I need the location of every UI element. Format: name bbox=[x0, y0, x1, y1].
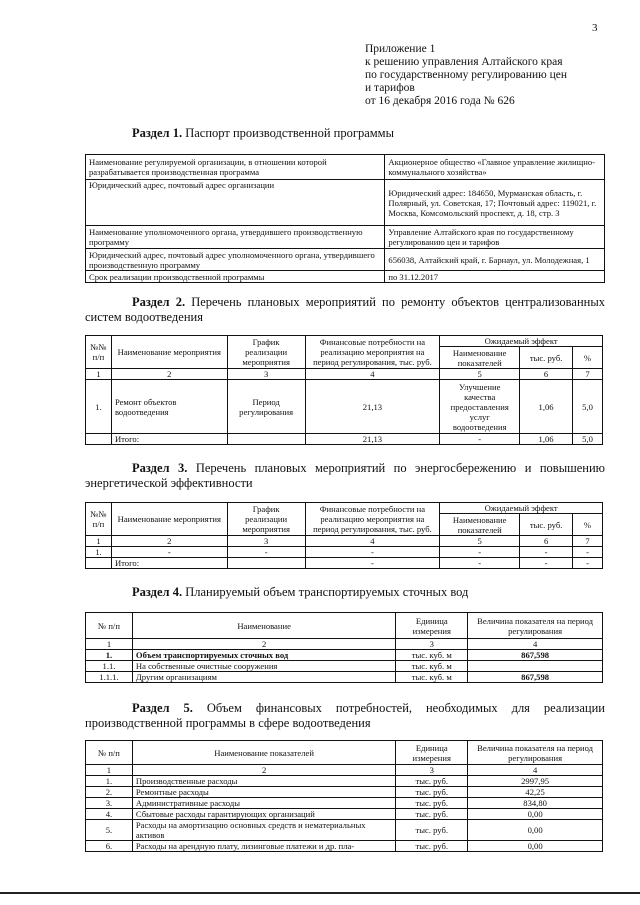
index-cell: 4 bbox=[468, 639, 603, 650]
col-effect-header: Ожидаемый эффект bbox=[440, 336, 603, 347]
total-finance: - bbox=[305, 558, 440, 569]
col-effect-header: Ожидаемый эффект bbox=[440, 503, 603, 514]
total-rub: - bbox=[520, 558, 573, 569]
row-num: 1.1. bbox=[86, 661, 133, 672]
section4-title bbox=[132, 585, 468, 600]
row-name: Другим организациям bbox=[132, 672, 395, 683]
row-name: Ремонт объектов водоотведения bbox=[111, 380, 227, 434]
section2-title-text: Перечень плановых мероприятий по ремонту объектов централизованных систем водоотведения bbox=[85, 295, 605, 324]
row-value bbox=[468, 661, 603, 672]
row-unit: тыс. руб. bbox=[396, 820, 468, 841]
row-num: 4. bbox=[86, 809, 133, 820]
index-cell: 6 bbox=[520, 536, 573, 547]
row-unit: тыс. руб. bbox=[396, 798, 468, 809]
passport-table bbox=[85, 154, 605, 283]
section3-number: Раздел 3. bbox=[132, 461, 188, 475]
row-unit: тыс. руб. bbox=[396, 841, 468, 852]
table-total-row bbox=[86, 434, 603, 445]
index-cell: 5 bbox=[440, 536, 520, 547]
section1-title bbox=[132, 126, 394, 141]
index-cell: 5 bbox=[440, 369, 520, 380]
row-pct: - bbox=[573, 547, 603, 558]
passport-label: Срок реализации производственной программы bbox=[86, 271, 385, 283]
wastewater-volume-table bbox=[85, 612, 603, 683]
row-num: 3. bbox=[86, 798, 133, 809]
index-cell: 3 bbox=[396, 639, 468, 650]
table-row bbox=[86, 380, 603, 434]
table-row bbox=[86, 672, 603, 683]
index-cell: 7 bbox=[573, 536, 603, 547]
index-cell: 3 bbox=[396, 765, 468, 776]
index-cell: 4 bbox=[468, 765, 603, 776]
row-value: 867,598 bbox=[468, 672, 603, 683]
repair-measures-table bbox=[85, 335, 603, 445]
index-cell: 2 bbox=[132, 639, 395, 650]
index-cell: 1 bbox=[86, 639, 133, 650]
col-value-header: Величина показателя на период регулирования bbox=[468, 613, 603, 639]
header-line: Приложение 1 bbox=[365, 43, 436, 55]
index-cell: 7 bbox=[573, 369, 603, 380]
col-name-header: Наименование мероприятия bbox=[111, 503, 227, 536]
passport-value: 656038, Алтайский край, г. Барнаул, ул. Молодежная, 1 bbox=[385, 249, 605, 271]
section4-title-text: Планируемый объем транспортируемых сточных вод bbox=[182, 585, 469, 599]
page-number: 3 bbox=[592, 22, 598, 34]
col-num-header: №№ п/п bbox=[86, 336, 112, 369]
table-header-row bbox=[86, 503, 603, 514]
table-header-row bbox=[86, 741, 603, 765]
index-cell: 3 bbox=[227, 369, 305, 380]
index-cell: 2 bbox=[111, 536, 227, 547]
row-num: 6. bbox=[86, 841, 133, 852]
row-name: Расходы на амортизацию основных средств и нематериальных активов bbox=[132, 820, 395, 841]
row-schedule: Период регулирования bbox=[227, 380, 305, 434]
header-line: к решению управления Алтайского края bbox=[365, 56, 563, 68]
total-rub: 1,06 bbox=[520, 434, 573, 445]
total-indicator: - bbox=[440, 558, 520, 569]
passport-label: Юридический адрес, почтовый адрес уполномоченного органа, утвердившего производственную программу bbox=[86, 249, 385, 271]
section3-title bbox=[85, 461, 605, 491]
table-row bbox=[86, 787, 603, 798]
row-unit: тыс. руб. bbox=[396, 776, 468, 787]
row-num: 1.1.1. bbox=[86, 672, 133, 683]
table-index-row bbox=[86, 369, 603, 380]
section1-title-text: Паспорт производственной программы bbox=[182, 126, 394, 140]
col-num-header: №№ п/п bbox=[86, 503, 112, 536]
col-unit-header: Единица измерения bbox=[396, 613, 468, 639]
row-value: 834,80 bbox=[468, 798, 603, 809]
row-unit: тыс. куб. м bbox=[396, 661, 468, 672]
col-name-header: Наименование мероприятия bbox=[111, 336, 227, 369]
row-rub: - bbox=[520, 547, 573, 558]
row-value: 0,00 bbox=[468, 820, 603, 841]
row-name: - bbox=[111, 547, 227, 558]
row-value: 42,25 bbox=[468, 787, 603, 798]
col-name-header: Наименование bbox=[132, 613, 395, 639]
row-num: 1. bbox=[86, 776, 133, 787]
table-header-row bbox=[86, 613, 603, 639]
row-schedule: - bbox=[227, 547, 305, 558]
row-value: 0,00 bbox=[468, 809, 603, 820]
table-row bbox=[86, 249, 605, 271]
header-line: от 16 декабря 2016 года № 626 bbox=[365, 95, 515, 107]
row-unit: тыс. руб. bbox=[396, 787, 468, 798]
table-total-row bbox=[86, 558, 603, 569]
table-row bbox=[86, 820, 603, 841]
passport-value: Управление Алтайского края по государственному регулированию цен и тарифов bbox=[385, 226, 605, 249]
section5-title bbox=[85, 701, 605, 731]
total-indicator: - bbox=[440, 434, 520, 445]
financial-needs-table bbox=[85, 740, 603, 852]
row-name: На собственные очистные сооружения bbox=[132, 661, 395, 672]
row-name: Административные расходы bbox=[132, 798, 395, 809]
index-cell: 1 bbox=[86, 369, 112, 380]
col-unit-header: Единица измерения bbox=[396, 741, 468, 765]
header-line: по государственному регулированию цен bbox=[365, 69, 568, 81]
col-rub-header: тыс. руб. bbox=[520, 347, 573, 369]
row-value: 867,598 bbox=[468, 650, 603, 661]
row-num: 1. bbox=[86, 547, 112, 558]
col-value-header: Величина показателя на период регулирования bbox=[468, 741, 603, 765]
col-schedule-header: График реализации мероприятия bbox=[227, 336, 305, 369]
index-cell: 6 bbox=[520, 369, 573, 380]
table-index-row bbox=[86, 765, 603, 776]
table-row bbox=[86, 547, 603, 558]
row-name: Объем транспортируемых сточных вод bbox=[132, 650, 395, 661]
index-cell: 1 bbox=[86, 536, 112, 547]
row-rub: 1,06 bbox=[520, 380, 573, 434]
index-cell: 2 bbox=[132, 765, 395, 776]
passport-label: Наименование уполномоченного органа, утвердившего производственную программу bbox=[86, 226, 385, 249]
row-finance: - bbox=[305, 547, 440, 558]
row-name: Производственные расходы bbox=[132, 776, 395, 787]
section1-number: Раздел 1. bbox=[132, 126, 183, 140]
header-line: и тарифов bbox=[365, 82, 415, 94]
index-cell: 1 bbox=[86, 765, 133, 776]
section3-title-text: Перечень плановых мероприятий по энергосбережению и повышению энергетической эффективности bbox=[85, 461, 605, 490]
row-value: 2997,95 bbox=[468, 776, 603, 787]
col-num-header: № п/п bbox=[86, 613, 133, 639]
table-row bbox=[86, 776, 603, 787]
table-row bbox=[86, 841, 603, 852]
table-row bbox=[86, 661, 603, 672]
section5-number: Раздел 5. bbox=[132, 701, 193, 715]
total-finance: 21,13 bbox=[305, 434, 440, 445]
table-header-row bbox=[86, 336, 603, 347]
passport-value: по 31.12.2017 bbox=[385, 271, 605, 283]
col-pct-header: % bbox=[573, 514, 603, 536]
row-indicator: - bbox=[440, 547, 520, 558]
row-num: 1. bbox=[86, 650, 133, 661]
total-pct: - bbox=[573, 558, 603, 569]
index-cell: 2 bbox=[111, 369, 227, 380]
total-pct: 5,0 bbox=[573, 434, 603, 445]
row-unit: тыс. куб. м bbox=[396, 672, 468, 683]
row-num: 2. bbox=[86, 787, 133, 798]
index-cell: 4 bbox=[305, 369, 440, 380]
appendix-header bbox=[365, 43, 615, 108]
passport-label: Наименование регулируемой организации, в отношении которой разрабатывается производственная программа bbox=[86, 155, 385, 180]
passport-value: Юридический адрес: 184650, Мурманская область, г. Полярный, ул. Советская, 17; Почтовый адрес: 119021, г. Москва, Комсомольский проспект, д. 18, стр. 3 bbox=[385, 180, 605, 226]
table-row bbox=[86, 271, 605, 283]
table-row bbox=[86, 798, 603, 809]
total-label: Итого: bbox=[111, 558, 227, 569]
table-row bbox=[86, 155, 605, 180]
section5-title-text: Объем финансовых потребностей, необходимых для реализации производственной программы в сфере водоотведения bbox=[85, 701, 605, 730]
passport-value: Акционерное общество «Главное управление жилищно-коммунального хозяйства» bbox=[385, 155, 605, 180]
table-row bbox=[86, 650, 603, 661]
row-name: Расходы на арендную плату, лизинговые платежи и др. пла- bbox=[132, 841, 395, 852]
row-finance: 21,13 bbox=[305, 380, 440, 434]
col-name-header: Наименование показателей bbox=[132, 741, 395, 765]
table-row bbox=[86, 809, 603, 820]
col-rub-header: тыс. руб. bbox=[520, 514, 573, 536]
scan-edge-line bbox=[0, 892, 640, 894]
total-label: Итого: bbox=[111, 434, 227, 445]
passport-label: Юридический адрес, почтовый адрес организации bbox=[86, 180, 385, 226]
col-pct-header: % bbox=[573, 347, 603, 369]
row-pct: 5,0 bbox=[573, 380, 603, 434]
section4-number: Раздел 4. bbox=[132, 585, 183, 599]
row-num: 5. bbox=[86, 820, 133, 841]
row-name: Ремонтные расходы bbox=[132, 787, 395, 798]
section2-title bbox=[85, 295, 605, 325]
row-unit: тыс. куб. м bbox=[396, 650, 468, 661]
table-row bbox=[86, 180, 605, 226]
col-finance-header: Финансовые потребности на реализацию мероприятия на период регулирования, тыс. руб. bbox=[305, 503, 440, 536]
col-indicator-header: Наименование показателей bbox=[440, 347, 520, 369]
row-value: 0,00 bbox=[468, 841, 603, 852]
row-num: 1. bbox=[86, 380, 112, 434]
col-finance-header: Финансовые потребности на реализацию мероприятия на период регулирования, тыс. руб. bbox=[305, 336, 440, 369]
table-index-row bbox=[86, 639, 603, 650]
col-num-header: № п/п bbox=[86, 741, 133, 765]
row-unit: тыс. руб. bbox=[396, 809, 468, 820]
table-index-row bbox=[86, 536, 603, 547]
col-schedule-header: График реализации мероприятия bbox=[227, 503, 305, 536]
section2-number: Раздел 2. bbox=[132, 295, 186, 309]
row-name: Сбытовые расходы гарантирующих организаций bbox=[132, 809, 395, 820]
col-indicator-header: Наименование показателей bbox=[440, 514, 520, 536]
index-cell: 3 bbox=[227, 536, 305, 547]
index-cell: 4 bbox=[305, 536, 440, 547]
energy-measures-table bbox=[85, 502, 603, 569]
table-row bbox=[86, 226, 605, 249]
row-indicator: Улучшение качества предоставления услуг водоотведения bbox=[440, 380, 520, 434]
